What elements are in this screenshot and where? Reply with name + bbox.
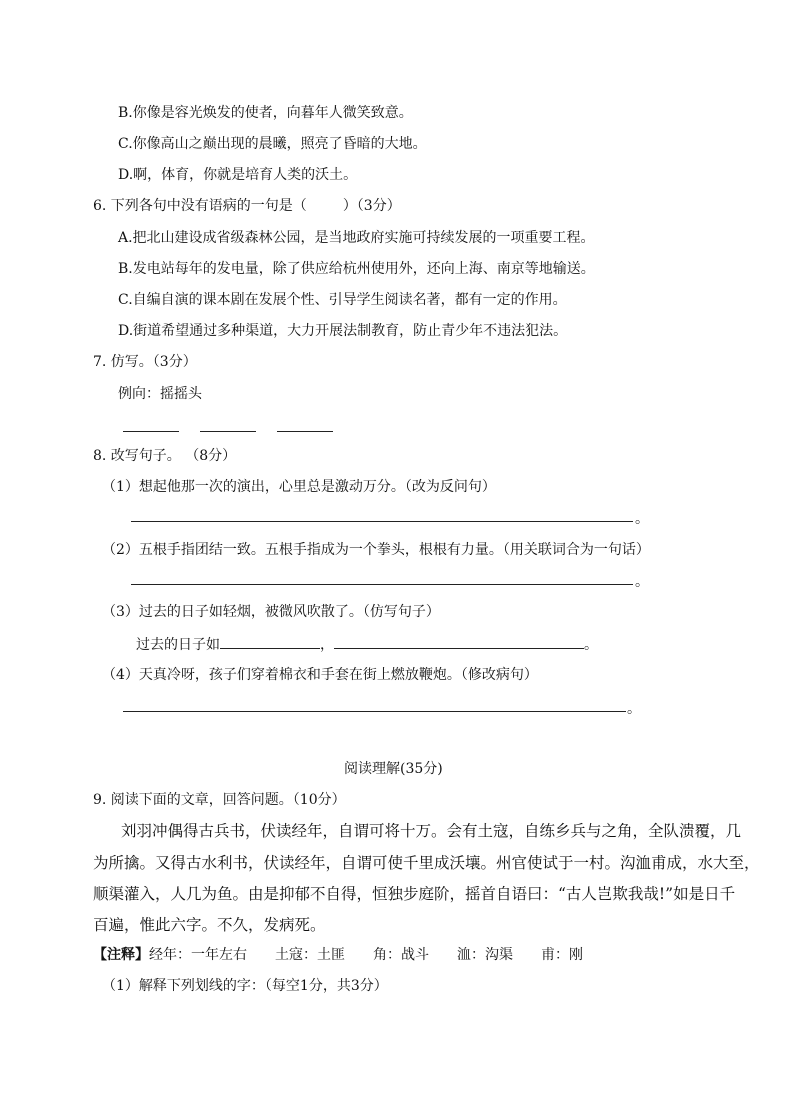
q8-s3-comma: ， — [320, 637, 334, 653]
q6-stem — [93, 196, 401, 216]
q5-option-d: D.啊，体育，你就是培育人类的沃土。 — [118, 167, 358, 183]
q9-sub-1: （1）解释下列划线的字：（每空1分，共3分） — [102, 978, 388, 994]
q7-blank-2[interactable] — [200, 431, 256, 432]
q8-period-4: 。 — [627, 701, 641, 717]
q8-period-2: 。 — [635, 574, 649, 590]
q8-s3-blank-2[interactable] — [334, 634, 584, 649]
q6-option-a: A.把北山建设成省级森林公园，是当地政府实施可持续发展的一项重要工程。 — [118, 230, 595, 246]
q6-stem-end: ）（3分） — [342, 198, 401, 214]
q8-answer-line-2[interactable] — [131, 584, 633, 585]
annotation-text: 经年：一年左右 土寇：土匪 角：战斗 洫：沟渠 甫：刚 — [149, 947, 583, 963]
q8-s3-lead: 过去的日子如 — [136, 637, 220, 653]
q6-option-b: B.发电站每年的发电量，除了供应给杭州使用外，还向上海、南京等地输送。 — [118, 261, 595, 277]
q6-option-d: D.街道希望通过多种渠道，大力开展法制教育，防止青少年不违法犯法。 — [118, 323, 568, 339]
q8-s3-line — [136, 634, 598, 655]
q8-sentence-2: （2）五根手指团结一致。五根手指成为一个拳头，根根有力量。（用关联词合为一句话） — [102, 542, 650, 558]
q7-blank-1[interactable] — [123, 431, 179, 432]
q7-example: 例向：摇摇头 — [118, 386, 202, 402]
q5-option-b: B.你像是容光焕发的使者，向暮年人微笑致意。 — [118, 105, 413, 121]
annotation-line — [93, 945, 583, 965]
q8-stem: 8. 改写句子。 （8分） — [93, 448, 237, 464]
annotation-label: 【注释】 — [93, 947, 149, 963]
q8-sentence-3: （3）过去的日子如轻烟，被微风吹散了。（仿写句子） — [102, 604, 440, 620]
q8-answer-line-1[interactable] — [131, 521, 633, 522]
q8-s3-blank-1[interactable] — [220, 634, 320, 649]
q6-option-c: C.自编自演的课本剧在发展个性、引导学生阅读名著，都有一定的作用。 — [118, 292, 567, 308]
q8-sentence-4: （4）天真冷呀，孩子们穿着棉衣和手套在街上燃放鞭炮。（修改病句） — [102, 667, 538, 683]
passage-line-1: 刘羽冲偶得古兵书，伏读经年，自谓可将十万。会有土寇，自练乡兵与之角，全队溃覆，几 — [121, 822, 742, 840]
q9-stem: 9. 阅读下面的文章，回答问题。（10分） — [93, 792, 346, 808]
passage-line-4: 百遍，惟此六字。不久，发病死。 — [93, 916, 326, 934]
reading-section-title: 阅读理解(35分) — [344, 761, 443, 777]
q6-stem-start: 6. 下列各句中没有语病的一句是（ — [93, 198, 307, 214]
passage-line-2: 为所擒。又得古水利书，伏读经年，自谓可使千里成沃壤。州官使试于一村。沟洫甫成，水大至， — [93, 854, 760, 872]
q7-stem: 7. 仿写。（3分） — [93, 354, 197, 370]
q7-blank-3[interactable] — [277, 431, 333, 432]
q8-answer-line-4[interactable] — [123, 711, 626, 712]
q8-sentence-1: （1）想起他那一次的演出，心里总是激动万分。（改为反问句） — [102, 479, 496, 495]
q8-s3-period: 。 — [584, 637, 598, 653]
q5-option-c: C.你像高山之巅出现的晨曦，照亮了昏暗的大地。 — [118, 136, 427, 152]
passage-line-3: 顺渠灌入，人几为鱼。由是抑郁不自得，恒独步庭阶，摇首自语曰：“古人岂欺我哉!”如是日千 — [93, 885, 736, 903]
q8-period-1: 。 — [635, 511, 649, 527]
